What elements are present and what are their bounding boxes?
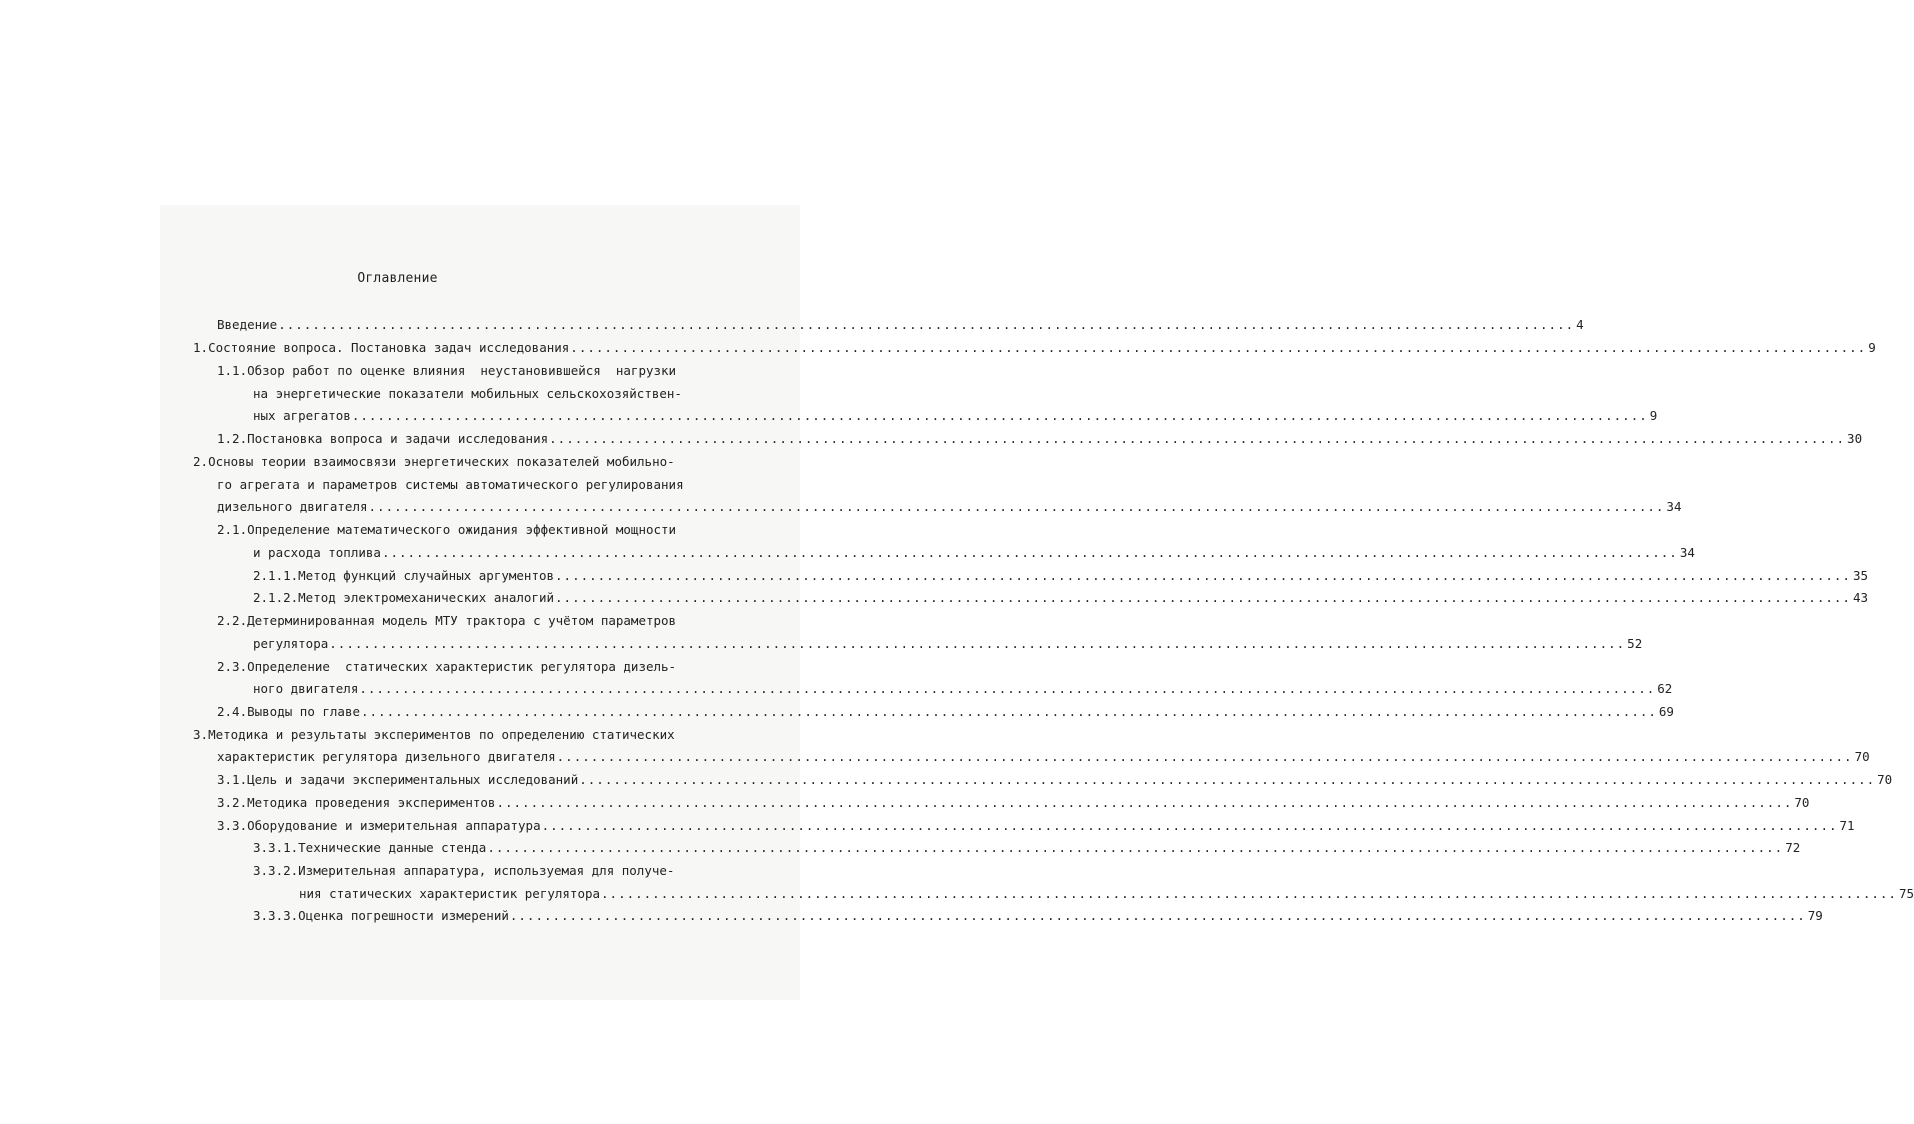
toc-entry-text: Введение [217, 317, 278, 332]
toc-entry [253, 634, 1643, 654]
dot-leader [487, 838, 1783, 858]
toc-entry [253, 679, 1673, 699]
toc-entry-text: и расхода топлива [253, 545, 381, 560]
dot-leader [369, 497, 1665, 517]
toc-entry [217, 816, 1855, 836]
toc-entry [217, 475, 684, 495]
toc-entry [217, 361, 677, 381]
toc-entry [217, 657, 677, 677]
toc-entry [253, 906, 1823, 926]
toc-entry [253, 406, 1658, 426]
toc-entry-page: 70 [1854, 749, 1870, 764]
toc-entry-text: Определение статических характеристик регулятора дизель- [247, 659, 677, 674]
dot-leader [555, 566, 1851, 586]
toc-entry-number: 3. [193, 727, 209, 742]
toc-entry [193, 452, 675, 472]
toc-entry-text: Оборудование и измерительная аппаратура [247, 818, 541, 833]
toc-entry-text: дизельного двигателя [217, 499, 368, 514]
toc-entry [217, 429, 1863, 449]
dot-leader [329, 634, 1625, 654]
dot-leader [542, 816, 1838, 836]
dot-leader [570, 338, 1866, 358]
toc-entry-number: 2.1.1. [253, 568, 299, 583]
dot-leader [278, 315, 1574, 335]
toc-entry [253, 543, 1695, 563]
toc-entry-page: 34 [1666, 499, 1682, 514]
toc-entry [217, 747, 1870, 767]
toc-entry-text: Методика и результаты экспериментов по определению статических [208, 727, 675, 742]
toc-entry-text: Определение математического ожидания эффективной мощности [247, 522, 677, 537]
toc-entry [217, 702, 1674, 722]
toc-entry-number: 1. [193, 340, 209, 355]
toc-entry [253, 566, 1868, 586]
toc-entry-page: 4 [1576, 317, 1584, 332]
toc-entry-text: Оценка погрешности измерений [298, 908, 509, 923]
toc-entry-page: 9 [1649, 408, 1658, 423]
toc-entry-number: 2.4. [217, 704, 248, 719]
toc-entry [217, 497, 1682, 517]
toc-entry [299, 884, 1914, 904]
toc-entry-page: 9 [1868, 340, 1876, 355]
toc-entry-page: 43 [1852, 590, 1868, 605]
toc-entry-page: 75 [1898, 886, 1914, 901]
toc-entry-text: ного двигателя [253, 681, 359, 696]
dot-leader [382, 543, 1678, 563]
toc-entry-text: Цель и задачи экспериментальных исследований [247, 772, 579, 787]
toc-entry-number: 2. [193, 454, 209, 469]
dot-leader [496, 793, 1792, 813]
toc-entry-text: Постановка вопроса и задачи исследования [247, 431, 549, 446]
toc-title: Оглавление [357, 271, 438, 286]
toc-entry-page: 72 [1785, 840, 1801, 855]
toc-entry-text: на энергетические показатели мобильных сельскохозяйствен- [253, 386, 682, 401]
toc-entry-text: регулятора [253, 636, 329, 651]
toc-entry [217, 315, 1584, 335]
toc-entry-text: Метод электромеханических аналогий [298, 590, 555, 605]
toc-entry-text: Метод функций случайных аргументов [298, 568, 555, 583]
toc-entry-number: 2.2. [217, 613, 248, 628]
toc-entry-text: Детерминированная модель МТУ трактора с учётом параметров [247, 613, 677, 628]
toc-entry-page: 35 [1852, 568, 1868, 583]
dot-leader [361, 702, 1657, 722]
dot-leader [579, 770, 1875, 790]
toc-entry [253, 384, 682, 404]
toc-entry [193, 725, 675, 745]
dot-leader [557, 747, 1853, 767]
toc-entry-page: 34 [1679, 545, 1695, 560]
toc-entry-page: 70 [1794, 795, 1810, 810]
toc-entry [253, 838, 1801, 858]
dot-leader [601, 884, 1897, 904]
toc-entry [217, 520, 677, 540]
toc-entry-page: 30 [1847, 431, 1863, 446]
toc-entry-text: Состояние вопроса. Постановка задач исследования [208, 340, 570, 355]
toc-entry [253, 861, 675, 881]
toc-entry-page: 62 [1657, 681, 1673, 696]
toc-entry [253, 588, 1868, 608]
toc-entry-number: 3.3.1. [253, 840, 299, 855]
toc-entry-page: 71 [1839, 818, 1855, 833]
toc-entry-number: 3.1. [217, 772, 248, 787]
toc-entry-number: 1.2. [217, 431, 248, 446]
toc-entry-text: ных агрегатов [253, 408, 351, 423]
toc-entry-number: 1.1. [217, 363, 248, 378]
toc-entry-text: Обзор работ по оценке влияния неустановившейся нагрузки [247, 363, 677, 378]
toc-entry-number: 3.2. [217, 795, 248, 810]
dot-leader [555, 588, 1851, 608]
toc-entry [193, 338, 1876, 358]
dot-leader [352, 406, 1648, 426]
toc-entry-text: Измерительная аппаратура, используемая для получе- [298, 863, 675, 878]
toc-entry-number: 3.3.2. [253, 863, 299, 878]
toc-entry-text: Технические данные стенда [298, 840, 487, 855]
toc-entry-text: Выводы по главе [247, 704, 360, 719]
toc-entry-number: 3.3.3. [253, 908, 299, 923]
dot-leader [359, 679, 1655, 699]
toc-entry-page: 69 [1658, 704, 1674, 719]
dot-leader [549, 429, 1845, 449]
dot-leader [510, 906, 1806, 926]
toc-entry-number: 2.1. [217, 522, 248, 537]
toc-entry-text: характеристик регулятора дизельного двигателя [217, 749, 556, 764]
toc-entry-page: 79 [1807, 908, 1823, 923]
toc-entry [217, 793, 1810, 813]
toc-entry-text: ния статических характеристик регулятора [299, 886, 601, 901]
toc-entry-number: 2.1.2. [253, 590, 299, 605]
toc-entry [217, 611, 677, 631]
toc-entry-text: го агрегата и параметров системы автоматического регулирования [217, 477, 684, 492]
toc-entry [217, 770, 1893, 790]
toc-entry-page: 52 [1627, 636, 1643, 651]
toc-entry-number: 3.3. [217, 818, 248, 833]
toc-entry-text: Основы теории взаимосвязи энергетических показателей мобильно- [208, 454, 675, 469]
toc-entry-text: Методика проведения экспериментов [247, 795, 496, 810]
toc-entry-number: 2.3. [217, 659, 248, 674]
toc-entry-page: 70 [1877, 772, 1893, 787]
